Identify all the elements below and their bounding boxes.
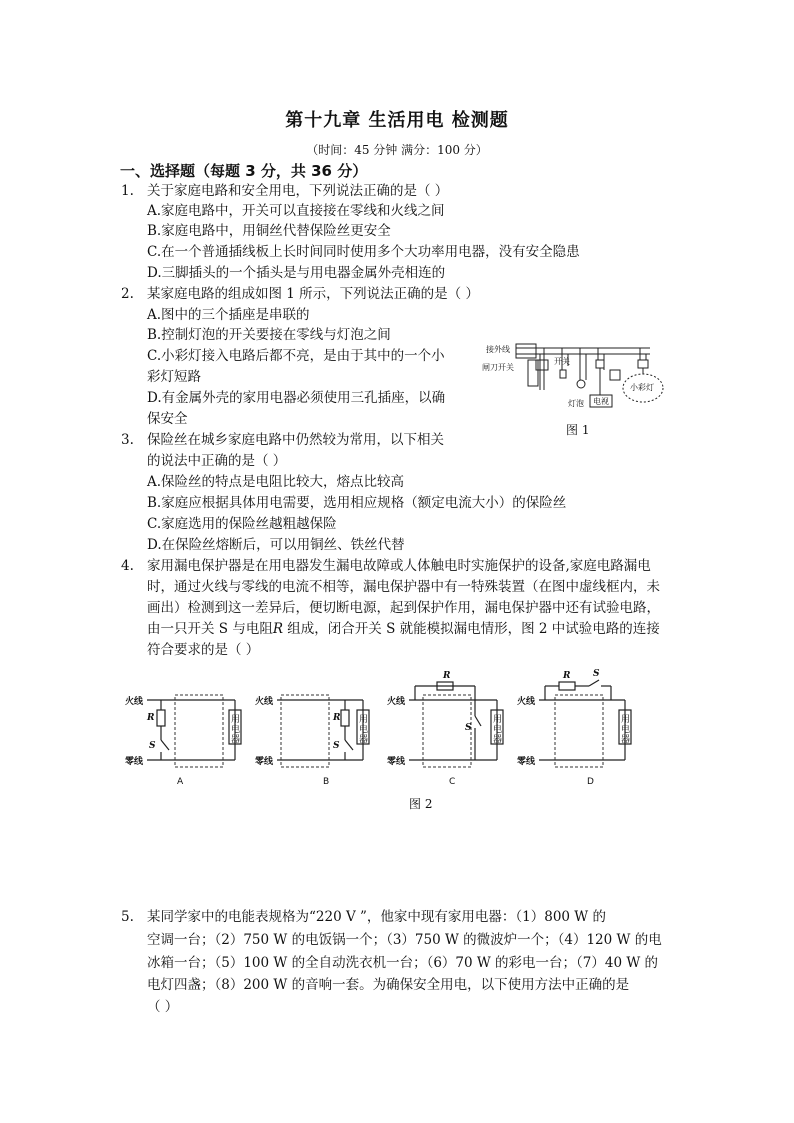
live-label: 火线 <box>255 697 274 707</box>
figure-2-test-circuits <box>125 660 645 790</box>
live-label: 火线 <box>517 697 536 707</box>
question-text-line-5: （ ） <box>147 999 179 1015</box>
question-number: 2. <box>121 286 134 302</box>
question-number: 3. <box>121 432 134 448</box>
fig1-label-knife: 闸刀开关 <box>482 363 514 372</box>
resistor-label: R <box>333 713 341 723</box>
neutral-label: 零线 <box>517 757 536 767</box>
live-label: 火线 <box>125 697 144 707</box>
option-b: B.家庭电路中，用铜丝代替保险丝更安全 <box>147 223 391 239</box>
neutral-label: 零线 <box>125 757 144 767</box>
question-text-line-5: 符合要求的是（ ） <box>147 642 260 658</box>
question-text-line-3: 画出）检测到这一差异后，便切断电源，起到保护作用，漏电保护器中还有试验电路， <box>147 600 660 616</box>
circuit-d <box>517 669 631 787</box>
question-text-line-4 <box>147 619 660 639</box>
question-text-line-1: 某同学家中的电能表规格为“220 V ”，他家中现有家用电器：（1）800 W 的 <box>147 909 606 925</box>
question-text-line-3: 冰箱一台；（5）100 W 的全自动洗衣机一台；（6）70 W 的彩电一台；（7）40 W 的 <box>147 955 659 971</box>
option-b: B.家庭应根据具体用电需要，选用相应规格（额定电流大小）的保险丝 <box>147 495 567 511</box>
switch-label: S <box>593 669 600 679</box>
circuit-b <box>255 695 369 787</box>
resistor-symbol: R <box>272 621 284 637</box>
svg-text:用: 用 <box>621 715 631 725</box>
fig1-label-bulb: 灯泡 <box>568 399 584 408</box>
svg-text:器: 器 <box>493 735 503 745</box>
question-stem-cont: 的说法中正确的是（ ） <box>147 453 287 469</box>
question-stem: 保险丝在城乡家庭电路中仍然较为常用，以下相关 <box>147 432 444 448</box>
fig1-label-switch: 开关 <box>554 357 570 366</box>
svg-text:用: 用 <box>359 715 369 725</box>
svg-text:电: 电 <box>231 725 241 735</box>
question-number: 5. <box>121 909 134 925</box>
svg-text:器: 器 <box>621 735 631 745</box>
resistor-label: R <box>563 671 571 681</box>
option-d: D.有金属外壳的家用电器必须使用三孔插座，以确 <box>147 390 446 406</box>
fig1-label-tv: 电视 <box>593 397 609 406</box>
label-b: B <box>323 777 330 787</box>
question-text-line-1: 家用漏电保护器是在用电器发生漏电故障或人体触电时实施保护的设备,家庭电路漏电 <box>147 558 651 574</box>
svg-text:电: 电 <box>621 725 631 735</box>
svg-text:器: 器 <box>231 735 241 745</box>
question-text-line-2: 时，通过火线与零线的电流不相等，漏电保护器中有一特殊装置（在图中虚线框内，未 <box>147 579 660 595</box>
option-d: D.在保险丝熔断后，可以用铜丝、铁丝代替 <box>147 537 405 553</box>
label-d: D <box>587 777 594 787</box>
page-subtitle: （时间：45 分钟 满分：100 分） <box>306 143 488 157</box>
question-stem: 某家庭电路的组成如图 1 所示，下列说法正确的是（ ） <box>147 286 479 302</box>
neutral-label: 零线 <box>255 757 274 767</box>
option-a: A.图中的三个插座是串联的 <box>147 307 310 323</box>
line-4-part-b: 组成，闭合开关 S 就能模拟漏电情形，图 2 中试验电路的连接 <box>283 621 660 637</box>
switch-label: S <box>465 723 472 733</box>
neutral-label: 零线 <box>387 757 406 767</box>
resistor-label: R <box>443 671 451 681</box>
svg-text:电: 电 <box>493 725 503 735</box>
line-4-part-a: 由一只开关 S 与电阻 <box>147 621 273 637</box>
label-a: A <box>177 777 184 787</box>
option-d-cont: 保安全 <box>147 411 188 427</box>
option-c: C.小彩灯接入电路后都不亮，是由于其中的一个小 <box>147 348 445 364</box>
option-a: A.保险丝的特点是电阻比较大，熔点比较高 <box>147 474 405 490</box>
circuit-c <box>387 671 503 787</box>
svg-text:器: 器 <box>359 735 369 745</box>
svg-text:电: 电 <box>359 725 369 735</box>
figure-1-caption: 图 1 <box>566 423 590 437</box>
question-number: 4. <box>121 558 134 574</box>
option-b: B.控制灯泡的开关要接在零线与灯泡之间 <box>147 327 391 343</box>
option-c-cont: 彩灯短路 <box>147 369 201 385</box>
option-d: D.三脚插头的一个插头是与用电器金属外壳相连的 <box>147 265 446 281</box>
option-c: C.在一个普通插线板上长时间同时使用多个大功率用电器，没有安全隐患 <box>147 244 580 260</box>
load-label: 用 <box>231 715 241 725</box>
section-heading: 一、选择题（每题 3 分，共 36 分） <box>120 162 368 180</box>
svg-text:用: 用 <box>493 715 503 725</box>
question-text-line-2: 空调一台；（2）750 W 的电饭锅一个；（3）750 W 的微波炉一个；（4）120 W 的电 <box>147 932 662 948</box>
switch-label: S <box>333 741 340 751</box>
resistor-label: R <box>147 713 155 723</box>
question-text-line-4: 电灯四盏；（8）200 W 的音响一套。为确保安全用电，以下使用方法中正确的是 <box>147 977 630 993</box>
fig1-label-lights: 小彩灯 <box>630 383 654 392</box>
option-c: C.家庭选用的保险丝越粗越保险 <box>147 516 337 532</box>
question-stem: 关于家庭电路和安全用电，下列说法正确的是（ ） <box>147 183 449 199</box>
circuit-a <box>125 695 241 787</box>
label-c: C <box>449 777 456 787</box>
live-label: 火线 <box>387 697 406 707</box>
fig1-label-in-line: 接外线 <box>486 345 510 354</box>
question-number: 1. <box>121 183 134 199</box>
switch-label: S <box>149 741 156 751</box>
figure-2-caption: 图 2 <box>409 797 433 811</box>
page-title: 第十九章 生活用电 检测题 <box>285 110 509 131</box>
option-a: A.家庭电路中，开关可以直接接在零线和火线之间 <box>147 203 445 219</box>
